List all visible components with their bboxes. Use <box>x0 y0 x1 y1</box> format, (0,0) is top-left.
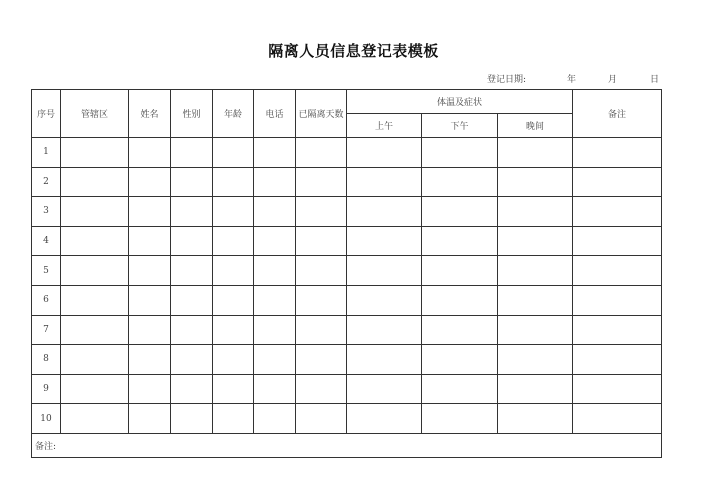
cell-evening[interactable] <box>498 374 573 404</box>
cell-evening[interactable] <box>498 256 573 286</box>
header-phone: 电话 <box>254 90 296 138</box>
cell-morning[interactable] <box>347 285 422 315</box>
cell-gender[interactable] <box>171 138 213 168</box>
cell-gender[interactable] <box>171 285 213 315</box>
cell-afternoon[interactable] <box>422 404 498 434</box>
row-seq: 8 <box>32 345 61 375</box>
footer-note[interactable]: 备注: <box>32 433 662 457</box>
cell-morning[interactable] <box>347 404 422 434</box>
date-day-label: 日 <box>650 75 660 85</box>
row-seq: 6 <box>32 285 61 315</box>
cell-remarks[interactable] <box>573 374 662 404</box>
cell-afternoon[interactable] <box>422 256 498 286</box>
cell-name[interactable] <box>129 404 171 434</box>
cell-days-isolated[interactable] <box>296 256 347 286</box>
row-seq: 4 <box>32 226 61 256</box>
table-row <box>32 197 662 227</box>
cell-age[interactable] <box>213 138 254 168</box>
cell-name[interactable] <box>129 167 171 197</box>
cell-morning[interactable] <box>347 256 422 286</box>
cell-gender[interactable] <box>171 315 213 345</box>
header-days-isolated: 已隔离天数 <box>296 90 347 138</box>
cell-name[interactable] <box>129 315 171 345</box>
cell-morning[interactable] <box>347 197 422 227</box>
cell-afternoon[interactable] <box>422 226 498 256</box>
cell-evening[interactable] <box>498 226 573 256</box>
table-row <box>32 226 662 256</box>
header-remarks: 备注 <box>573 90 662 138</box>
cell-morning[interactable] <box>347 374 422 404</box>
cell-evening[interactable] <box>498 404 573 434</box>
row-seq: 3 <box>32 197 61 227</box>
cell-phone[interactable] <box>254 374 296 404</box>
cell-evening[interactable] <box>498 315 573 345</box>
cell-phone[interactable] <box>254 197 296 227</box>
cell-afternoon[interactable] <box>422 138 498 168</box>
cell-age[interactable] <box>213 167 254 197</box>
cell-afternoon[interactable] <box>422 315 498 345</box>
cell-phone[interactable] <box>254 404 296 434</box>
cell-days-isolated[interactable] <box>296 315 347 345</box>
cell-name[interactable] <box>129 285 171 315</box>
cell-phone[interactable] <box>254 138 296 168</box>
cell-remarks[interactable] <box>573 315 662 345</box>
cell-district[interactable] <box>61 138 129 168</box>
cell-afternoon[interactable] <box>422 197 498 227</box>
cell-age[interactable] <box>213 197 254 227</box>
cell-district[interactable] <box>61 226 129 256</box>
cell-gender[interactable] <box>171 374 213 404</box>
cell-days-isolated[interactable] <box>296 167 347 197</box>
table-row <box>32 374 662 404</box>
cell-evening[interactable] <box>498 285 573 315</box>
table-row <box>32 315 662 345</box>
cell-remarks[interactable] <box>573 285 662 315</box>
cell-district[interactable] <box>61 374 129 404</box>
header-afternoon: 下午 <box>422 114 498 138</box>
cell-phone[interactable] <box>254 315 296 345</box>
cell-district[interactable] <box>61 345 129 375</box>
cell-remarks[interactable] <box>573 345 662 375</box>
cell-days-isolated[interactable] <box>296 285 347 315</box>
cell-age[interactable] <box>213 256 254 286</box>
cell-phone[interactable] <box>254 256 296 286</box>
header-district: 管辖区 <box>61 90 129 138</box>
cell-evening[interactable] <box>498 197 573 227</box>
page-title: 隔离人员信息登记表模板 <box>268 42 439 60</box>
row-seq: 10 <box>32 404 61 434</box>
table-row <box>32 285 662 315</box>
cell-gender[interactable] <box>171 167 213 197</box>
cell-name[interactable] <box>129 226 171 256</box>
registration-date-label: 登记日期: <box>487 75 527 85</box>
cell-remarks[interactable] <box>573 197 662 227</box>
cell-phone[interactable] <box>254 345 296 375</box>
cell-evening[interactable] <box>498 138 573 168</box>
header-evening: 晚间 <box>498 114 573 138</box>
cell-afternoon[interactable] <box>422 345 498 375</box>
cell-age[interactable] <box>213 226 254 256</box>
cell-morning[interactable] <box>347 167 422 197</box>
cell-district[interactable] <box>61 197 129 227</box>
cell-morning[interactable] <box>347 226 422 256</box>
date-year-label: 年 <box>567 75 577 85</box>
cell-name[interactable] <box>129 256 171 286</box>
header-row-1 <box>32 90 662 114</box>
cell-gender[interactable] <box>171 226 213 256</box>
cell-afternoon[interactable] <box>422 374 498 404</box>
table-row <box>32 404 662 434</box>
cell-age[interactable] <box>213 345 254 375</box>
cell-district[interactable] <box>61 285 129 315</box>
cell-remarks[interactable] <box>573 226 662 256</box>
table-row <box>32 345 662 375</box>
cell-district[interactable] <box>61 404 129 434</box>
cell-morning[interactable] <box>347 138 422 168</box>
table-row <box>32 167 662 197</box>
cell-days-isolated[interactable] <box>296 197 347 227</box>
cell-morning[interactable] <box>347 315 422 345</box>
row-seq: 5 <box>32 256 61 286</box>
cell-evening[interactable] <box>498 167 573 197</box>
cell-morning[interactable] <box>347 345 422 375</box>
cell-days-isolated[interactable] <box>296 374 347 404</box>
cell-phone[interactable] <box>254 285 296 315</box>
table-row <box>32 256 662 286</box>
cell-age[interactable] <box>213 404 254 434</box>
header-morning: 上午 <box>347 114 422 138</box>
cell-remarks[interactable] <box>573 138 662 168</box>
cell-afternoon[interactable] <box>422 285 498 315</box>
cell-phone[interactable] <box>254 167 296 197</box>
cell-district[interactable] <box>61 315 129 345</box>
cell-gender[interactable] <box>171 404 213 434</box>
cell-name[interactable] <box>129 345 171 375</box>
cell-age[interactable] <box>213 285 254 315</box>
cell-gender[interactable] <box>171 197 213 227</box>
cell-days-isolated[interactable] <box>296 138 347 168</box>
header-gender: 性别 <box>171 90 213 138</box>
cell-district[interactable] <box>61 167 129 197</box>
row-seq: 7 <box>32 315 61 345</box>
cell-evening[interactable] <box>498 345 573 375</box>
footer-note-row <box>32 433 662 457</box>
cell-name[interactable] <box>129 374 171 404</box>
cell-gender[interactable] <box>171 256 213 286</box>
header-age: 年龄 <box>213 90 254 138</box>
row-seq: 1 <box>32 138 61 168</box>
table-row <box>32 138 662 168</box>
header-name: 姓名 <box>129 90 171 138</box>
cell-age[interactable] <box>213 374 254 404</box>
cell-remarks[interactable] <box>573 256 662 286</box>
cell-name[interactable] <box>129 197 171 227</box>
date-month-label: 月 <box>608 75 618 85</box>
header-temperature-symptoms: 体温及症状 <box>347 90 573 114</box>
cell-remarks[interactable] <box>573 167 662 197</box>
row-seq: 9 <box>32 374 61 404</box>
header-seq: 序号 <box>32 90 61 138</box>
registration-table <box>31 89 662 458</box>
cell-phone[interactable] <box>254 226 296 256</box>
cell-name[interactable] <box>129 138 171 168</box>
cell-remarks[interactable] <box>573 404 662 434</box>
cell-days-isolated[interactable] <box>296 226 347 256</box>
cell-district[interactable] <box>61 256 129 286</box>
cell-gender[interactable] <box>171 345 213 375</box>
cell-days-isolated[interactable] <box>296 345 347 375</box>
cell-age[interactable] <box>213 315 254 345</box>
row-seq: 2 <box>32 167 61 197</box>
cell-days-isolated[interactable] <box>296 404 347 434</box>
cell-afternoon[interactable] <box>422 167 498 197</box>
